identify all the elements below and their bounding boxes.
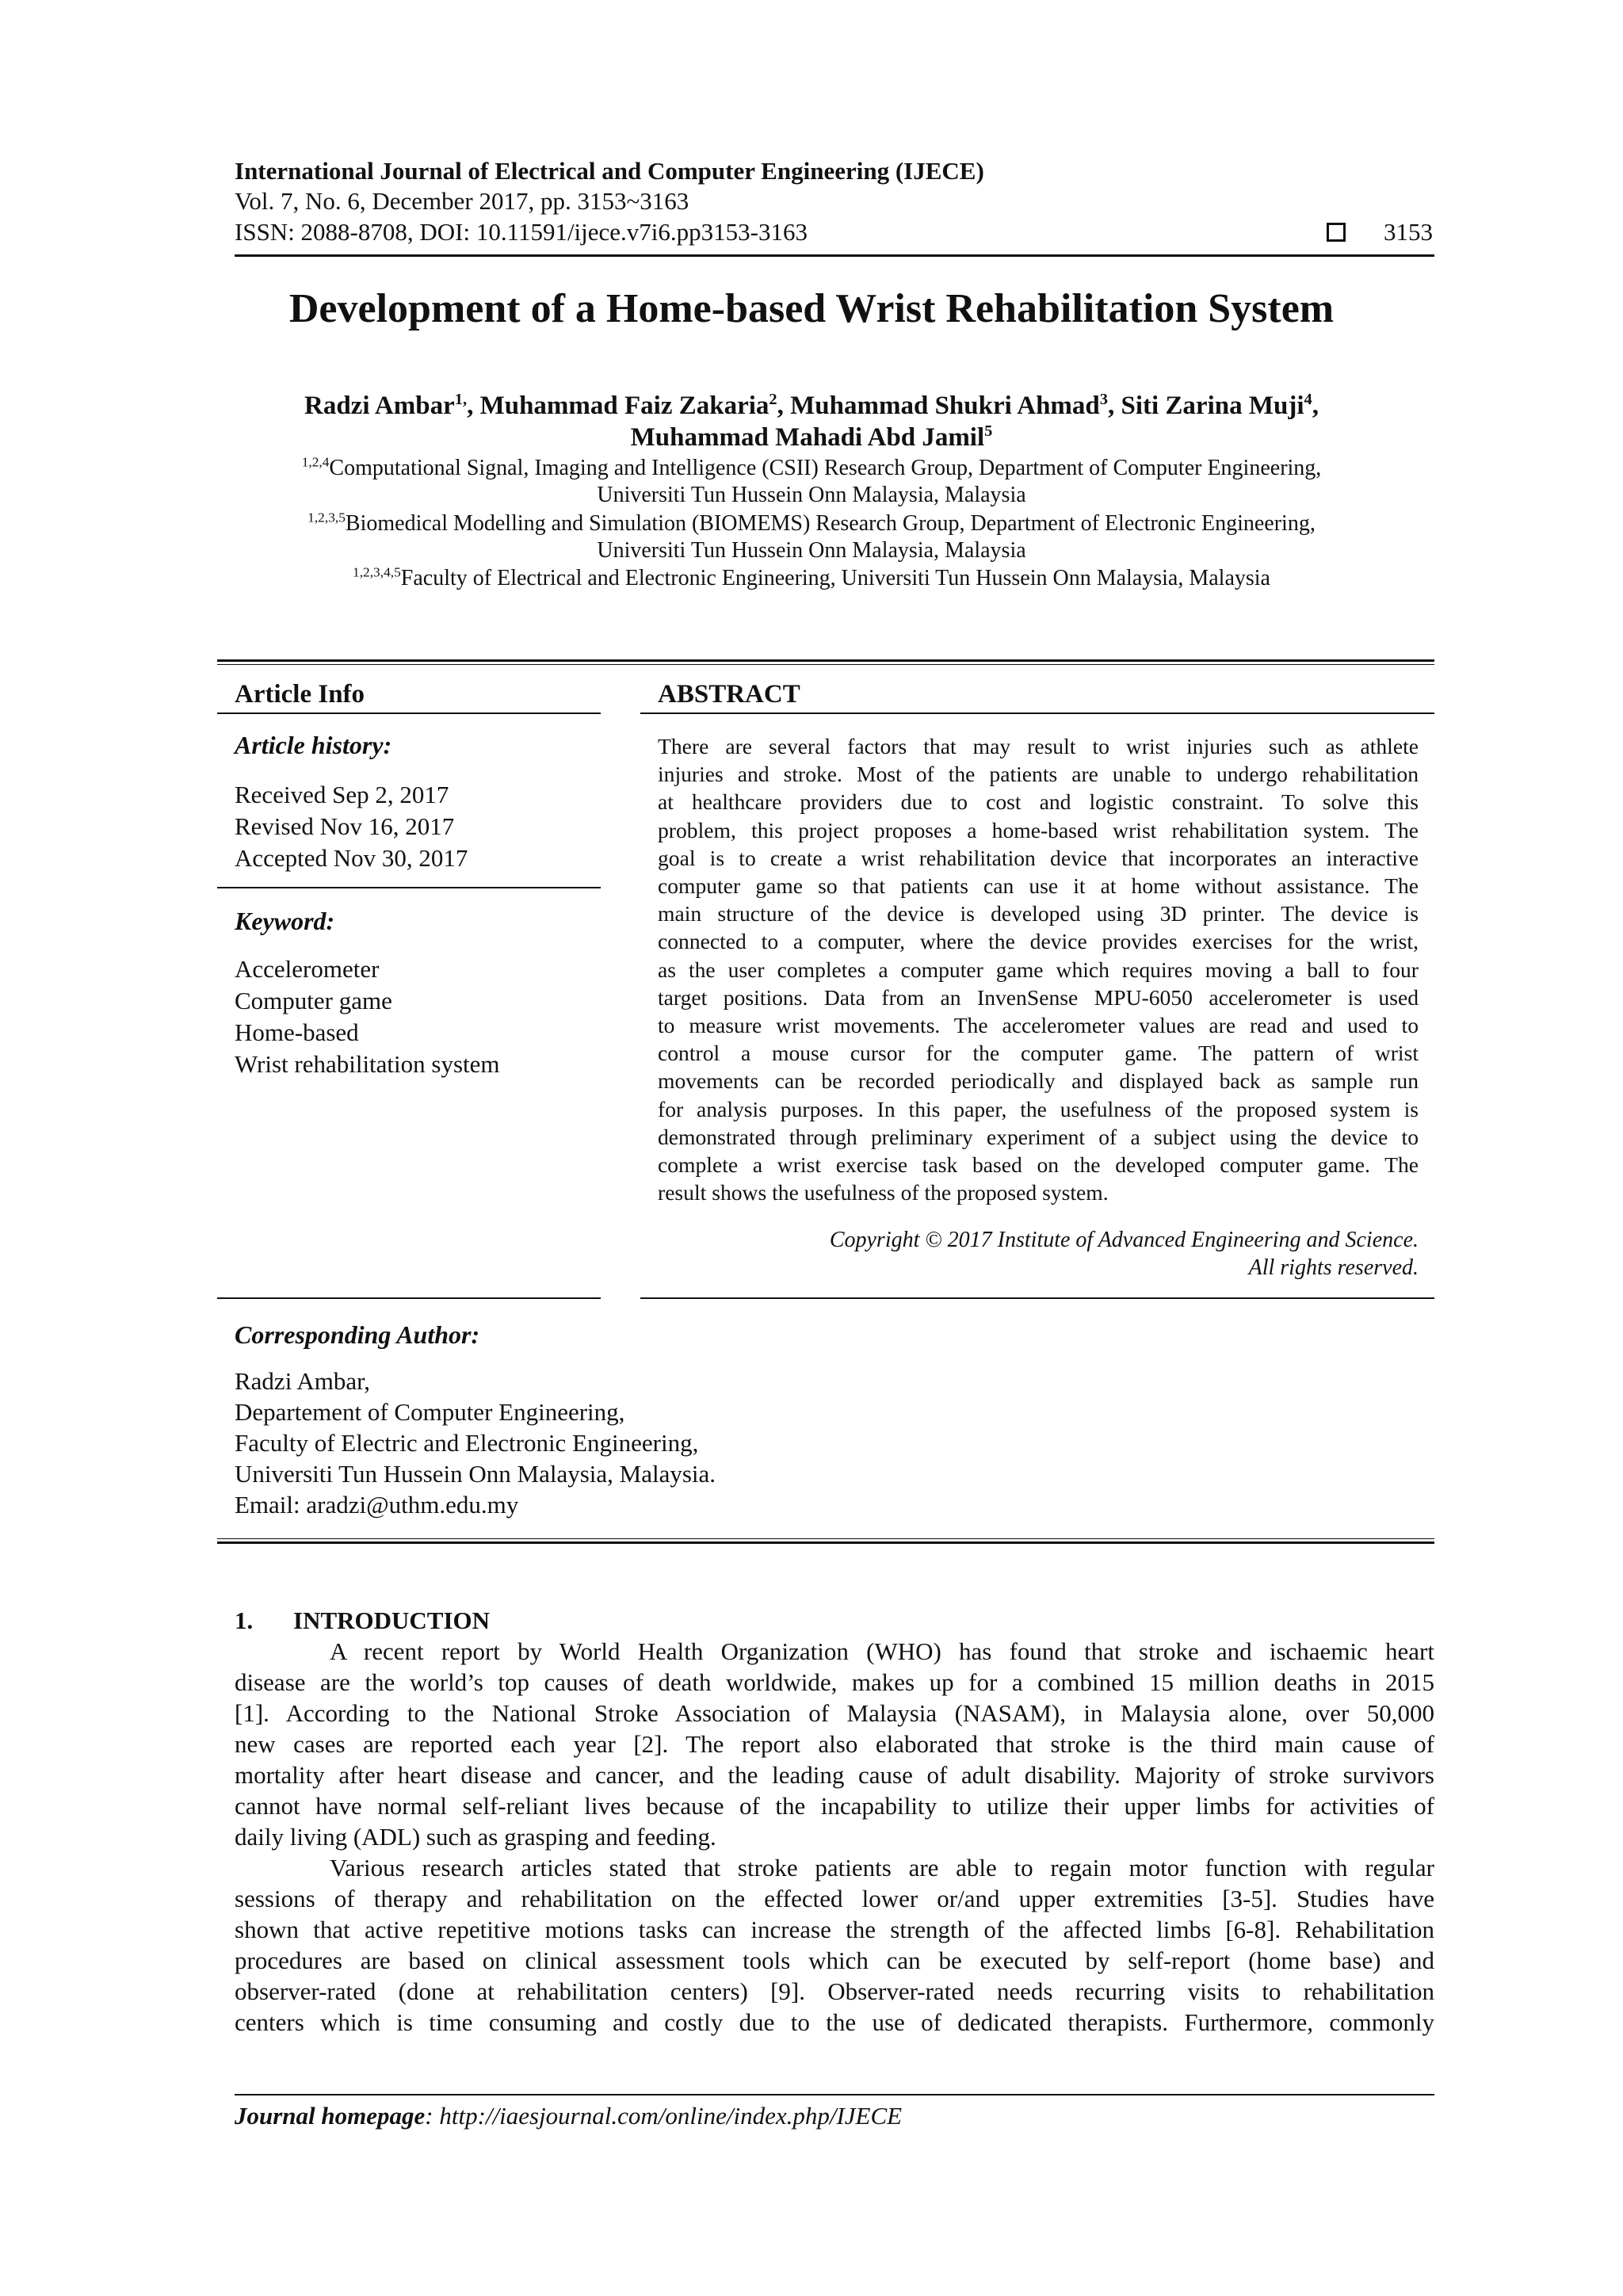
- affiliation-superscript: 1,2,4: [301, 454, 330, 470]
- copyright-line: Copyright © 2017 Institute of Advanced Engineering and Science.: [829, 1228, 1419, 1252]
- abstract-line: problem, this project proposes a home-based wrist rehabilitation system. The: [658, 817, 1419, 842]
- section-number: 1.: [235, 1606, 254, 1634]
- corresponding-author-line: Faculty of Electric and Electronic Engineering,: [235, 1429, 699, 1457]
- abstract-line: complete a wrist exercise task based on the developed computer game. The: [658, 1152, 1419, 1178]
- abstract-line: target positions. Data from an InvenSense MPU-6050 accelerometer is used: [658, 984, 1419, 1010]
- author-superscript: 3: [1099, 391, 1108, 408]
- author-superscript: 5: [984, 422, 993, 440]
- abstract-line: There are several factors that may result to wrist injuries such as athlete: [658, 734, 1419, 758]
- keyword-item: Wrist rehabilitation system: [235, 1050, 500, 1078]
- abstract-line: injuries and stroke. Most of the patients are unable to undergo rehabilitation: [658, 762, 1419, 787]
- issn-doi: ISSN: 2088-8708, DOI: 10.11591/ijece.v7i6.pp3153-3163: [235, 218, 808, 246]
- section-heading: [235, 1606, 490, 1635]
- author-superscript: 2: [769, 391, 777, 408]
- paper-title: Development of a Home-based Wrist Rehabilitation System: [288, 286, 1335, 331]
- page-number: 3153: [1384, 218, 1433, 246]
- author-list-line2: [0, 423, 1623, 453]
- copyright-line: All rights reserved.: [1248, 1255, 1419, 1280]
- body-line: procedures are based on clinical assessment tools which can be executed by self-report (home base) and: [235, 1946, 1434, 1974]
- abstract-line: movements can be recorded periodically and displayed back as sample run: [658, 1068, 1419, 1094]
- body-line: observer-rated (done at rehabilitation centers) [9]. Observer-rated needs recurring visits to rehabilitation: [235, 1977, 1434, 2005]
- received-date: Received Sep 2, 2017: [235, 781, 449, 808]
- author-name: Radzi Ambar: [304, 392, 455, 420]
- abstract-line: goal is to create a wrist rehabilitation device that incorporates an interactive: [658, 845, 1419, 870]
- body-line: mortality after heart disease and cancer, and the leading cause of adult disability. Majority of stroke survivors: [235, 1761, 1434, 1789]
- abstract-line: connected to a computer, where the device provides exercises for the wrist,: [658, 929, 1419, 954]
- body-line: centers which is time consuming and costly due to the use of dedicated therapists. Furthermore, commonly: [235, 2008, 1434, 2036]
- abstract-line: as the user completes a computer game which requires moving a ball to four: [658, 957, 1419, 982]
- affiliation: [0, 511, 1623, 537]
- affiliation-superscript: 1,2,3,5: [307, 510, 346, 525]
- author-superscript: 1,: [454, 391, 468, 408]
- corresponding-author-details: [235, 1366, 716, 1520]
- infobox-top-rule-thin: [217, 664, 1434, 665]
- keyword-heading: Keyword:: [235, 907, 335, 935]
- article-info-rule: [217, 712, 601, 714]
- page-indicator: [1327, 218, 1433, 246]
- body-line: shown that active repetitive motions tasks can increase the strength of the affected limbs [6-8]. Rehabilitation: [235, 1916, 1434, 1943]
- corresponding-author-heading: Corresponding Author:: [235, 1320, 480, 1349]
- abstract-line: control a mouse cursor for the computer game. The pattern of wrist: [658, 1041, 1419, 1066]
- keyword-item: Accelerometer: [235, 955, 380, 983]
- body-line: daily living (ADL) such as grasping and feeding.: [235, 1823, 716, 1851]
- abstract-rule: [640, 712, 1434, 714]
- abstract-heading: ABSTRACT: [658, 680, 800, 709]
- header-rule: [235, 254, 1434, 257]
- abstract-line: main structure of the device is developed using 3D printer. The device is: [658, 901, 1419, 926]
- affiliation: [0, 538, 1623, 563]
- abstract-line: to measure wrist movements. The accelerometer values are read and used to: [658, 1013, 1419, 1038]
- affiliation-superscript: 1,2,3,4,5: [353, 564, 401, 580]
- abstract-line: computer game so that patients can use it at home without assistance. The: [658, 873, 1419, 899]
- homepage-url[interactable]: : http://iaesjournal.com/online/index.php/IJECE: [425, 2102, 903, 2130]
- revised-date: Revised Nov 16, 2017: [235, 812, 455, 840]
- affiliation-text: Universiti Tun Hussein Onn Malaysia, Malaysia: [597, 538, 1026, 563]
- abstract-line: result shows the usefulness of the proposed system.: [658, 1180, 1109, 1205]
- infobox-bottom-rule: [217, 1541, 1434, 1544]
- introduction-body: [235, 1636, 1434, 2038]
- article-info-heading: Article Info: [235, 680, 365, 709]
- affiliation-text: Faculty of Electrical and Electronic Engineering, Universiti Tun Hussein Onn Malaysia, Malaysia: [400, 566, 1270, 590]
- history-rule: [217, 887, 601, 888]
- keyword-item: Computer game: [235, 987, 392, 1014]
- affiliation-text: Universiti Tun Hussein Onn Malaysia, Malaysia: [597, 483, 1026, 507]
- affiliation: [0, 483, 1623, 508]
- abstract-bottom-rule: [640, 1297, 1434, 1299]
- body-line: sessions of therapy and rehabilitation on the effected lower or/and upper extremities [3-5]. Studies have: [235, 1885, 1434, 1912]
- copyright-notice: [830, 1226, 1419, 1282]
- body-line: [1]. According to the National Stroke Association of Malaysia (NASAM), in Malaysia alone, over 50,000: [235, 1699, 1434, 1727]
- affiliation: [0, 566, 1623, 591]
- abstract-line: at healthcare providers due to cost and logistic constraint. To solve this: [658, 789, 1419, 815]
- corresponding-author-line: Departement of Computer Engineering,: [235, 1398, 625, 1426]
- infobox-bottom-rule-thin: [217, 1538, 1434, 1539]
- journal-name: International Journal of Electrical and Computer Engineering (IJECE): [235, 157, 984, 185]
- body-line: Various research articles stated that stroke patients are able to regain motor function with regular: [330, 1854, 1434, 1881]
- author-name: Muhammad Mahadi Abd Jamil: [630, 423, 985, 452]
- affiliation: [0, 456, 1623, 481]
- author-name: Siti Zarina Muji: [1121, 392, 1304, 420]
- keyword-item: Home-based: [235, 1018, 359, 1046]
- body-line: new cases are reported each year [2]. The report also elaborated that stroke is the third main cause of: [235, 1730, 1434, 1758]
- body-line: cannot have normal self-reliant lives because of the incapability to utilize their upper limbs for activities of: [235, 1792, 1434, 1820]
- abstract-line: demonstrated through preliminary experiment of a subject using the device to: [658, 1124, 1419, 1149]
- author-name: Muhammad Shukri Ahmad: [790, 392, 1100, 420]
- body-line: A recent report by World Health Organization (WHO) has found that stroke and ischaemic heart: [330, 1637, 1434, 1665]
- body-line: disease are the world’s top causes of death worldwide, makes up for a combined 15 million deaths in 2015: [235, 1668, 1434, 1696]
- author-list: Radzi Ambar$^{1,}$, Muhammad Faiz Zakaria$^2$, Muhammad Shukri Ahmad$^3$, Siti Zarina Muji$^4$,: [304, 391, 1319, 420]
- corresponding-author-email: Email: aradzi@uthm.edu.my: [235, 1491, 519, 1519]
- footer-rule: [235, 2094, 1434, 2095]
- volume-info: Vol. 7, No. 6, December 2017, pp. 3153~3163: [235, 187, 689, 215]
- author-name: Muhammad Faiz Zakaria: [479, 392, 769, 420]
- article-history-heading: Article history:: [235, 731, 392, 759]
- affiliation-text: Computational Signal, Imaging and Intelligence (CSII) Research Group, Department of Computer Engineering,: [329, 456, 1322, 480]
- author-superscript: 4: [1304, 391, 1312, 408]
- homepage-label: Journal homepage: [235, 2102, 426, 2130]
- abstract-body: [658, 732, 1419, 1206]
- corresponding-author-line: Radzi Ambar,: [235, 1367, 370, 1395]
- corresponding-author-line: Universiti Tun Hussein Onn Malaysia, Malaysia.: [235, 1460, 716, 1488]
- affiliation-text: Biomedical Modelling and Simulation (BIOMEMS) Research Group, Department of Electronic Engineering,: [345, 511, 1316, 536]
- infobox-top-rule: [217, 659, 1434, 662]
- abstract-line: for analysis purposes. In this paper, the usefulness of the proposed system is: [658, 1096, 1419, 1121]
- checkbox-icon: [1327, 223, 1346, 242]
- journal-homepage: [235, 2102, 902, 2130]
- accepted-date: Accepted Nov 30, 2017: [235, 844, 468, 872]
- section-title: INTRODUCTION: [293, 1606, 491, 1634]
- article-info-bottom-rule: [217, 1297, 601, 1299]
